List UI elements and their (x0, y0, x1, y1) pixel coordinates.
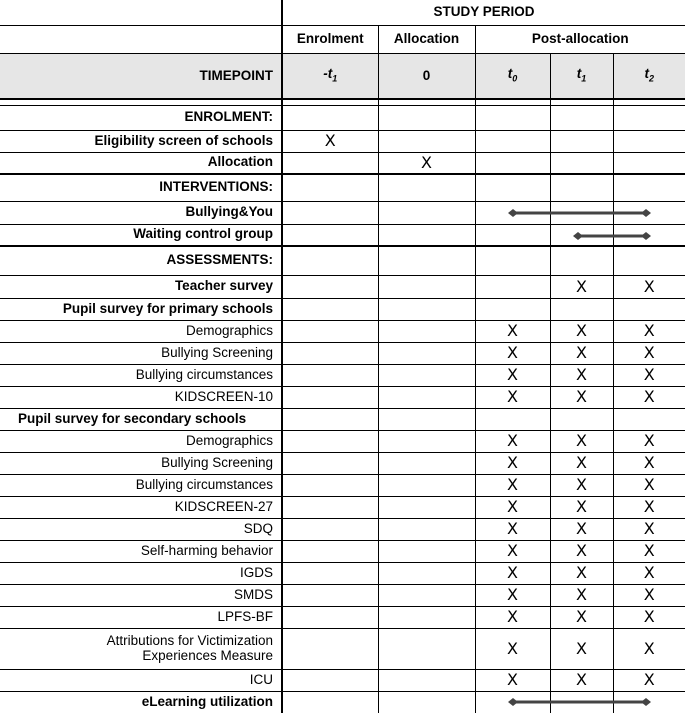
row-bullying-you (0, 201, 685, 224)
post-allocation-header: Post-allocation (475, 26, 685, 54)
mark-x: X (507, 365, 518, 385)
mark-x: X (643, 541, 655, 561)
row-s-attributions (0, 628, 685, 669)
enrolment-header: Enrolment (282, 26, 378, 54)
row-p-circumstances (0, 364, 685, 386)
row-s-igds (0, 562, 685, 584)
row-s-icu (0, 669, 685, 691)
header-blank (0, 26, 282, 54)
mark-x: X (643, 276, 655, 296)
mark-x: X (643, 453, 655, 473)
mark-x: X (643, 321, 655, 341)
allocation-header: Allocation (378, 26, 475, 54)
mark-x: X (576, 431, 587, 451)
s-demographics-label: Demographics (0, 430, 282, 452)
mark-x: X (507, 497, 518, 517)
row-p-demographics (0, 320, 685, 342)
mark-x: X (643, 638, 655, 658)
mark-x: X (643, 607, 655, 627)
interventions-heading: INTERVENTIONS: (0, 174, 282, 201)
mark-x: X (643, 519, 655, 539)
s-lpfs-label: LPFS-BF (0, 606, 282, 628)
mark-x: X (576, 541, 587, 561)
s-kidscreen-label: KIDSCREEN-27 (0, 496, 282, 518)
row-allocation (0, 152, 685, 174)
schedule-table (0, 0, 685, 106)
mark-x: X (576, 343, 587, 363)
mark-x: X (643, 563, 655, 583)
allocation-label: Allocation (0, 152, 282, 174)
row-interventions-heading (0, 174, 685, 201)
timepoint-label: TIMEPOINT (0, 54, 282, 100)
timepoint-t2: $t_2$ (613, 54, 685, 100)
mark-x: X (324, 131, 336, 151)
s-circumstances-label: Bullying circumstances (0, 474, 282, 496)
s-icu-label: ICU (0, 669, 282, 691)
mark-x: X (576, 497, 587, 517)
row-pupil-secondary (0, 408, 685, 430)
row-s-kidscreen (0, 496, 685, 518)
study-period-header: STUDY PERIOD (282, 0, 685, 26)
header-row-timepoints (0, 54, 685, 100)
row-s-screening (0, 452, 685, 474)
timepoint-t1: $t_1$ (550, 54, 613, 100)
mark-x: X (507, 475, 518, 495)
mark-x: X (507, 431, 518, 451)
timepoint-allocation: 0 (378, 54, 475, 100)
mark-x: X (507, 519, 518, 539)
header-separator (0, 99, 685, 106)
row-s-demographics (0, 430, 685, 452)
row-assessments-heading (0, 246, 685, 275)
mark-x: X (643, 475, 655, 495)
mark-x: X (643, 343, 655, 363)
row-pupil-primary (0, 298, 685, 320)
mark-x: X (507, 638, 518, 658)
p-circumstances-label: Bullying circumstances (0, 364, 282, 386)
mark-x: X (507, 453, 518, 473)
mark-x: X (576, 453, 587, 473)
mark-x: X (576, 638, 587, 658)
s-sdq-label: SDQ (0, 518, 282, 540)
row-s-circumstances (0, 474, 685, 496)
mark-x: X (576, 585, 587, 605)
s-igds-label: IGDS (0, 562, 282, 584)
mark-x: X (507, 670, 518, 690)
mark-x: X (421, 152, 432, 172)
mark-x: X (576, 387, 587, 407)
mark-x: X (576, 475, 587, 495)
row-s-sdq (0, 518, 685, 540)
header-row-study-period (0, 0, 685, 26)
bullying-you-label: Bullying&You (0, 201, 282, 224)
mark-x: X (576, 276, 587, 296)
mark-x: X (507, 607, 518, 627)
elearning-label: eLearning utilization (0, 691, 282, 713)
mark-x: X (507, 585, 518, 605)
row-s-smds (0, 584, 685, 606)
row-p-screening (0, 342, 685, 364)
mark-x: X (507, 541, 518, 561)
mark-x: X (643, 497, 655, 517)
s-attributions-label: Attributions for Victimization Experiences Measure (0, 628, 282, 669)
mark-x: X (643, 431, 655, 451)
pupil-secondary-label: Pupil survey for secondary schools (0, 408, 282, 430)
row-s-selfharm (0, 540, 685, 562)
p-kidscreen-label: KIDSCREEN-10 (0, 386, 282, 408)
assessments-heading: ASSESSMENTS: (0, 246, 282, 275)
p-screening-label: Bullying Screening (0, 342, 282, 364)
s-smds-label: SMDS (0, 584, 282, 606)
row-eligibility (0, 130, 685, 152)
enrolment-heading: ENROLMENT: (0, 106, 282, 130)
s-screening-label: Bullying Screening (0, 452, 282, 474)
timepoint-t0: $t_0$ (475, 54, 550, 100)
mark-x: X (643, 670, 655, 690)
row-p-kidscreen (0, 386, 685, 408)
schedule-body (0, 106, 685, 713)
mark-x: X (576, 607, 587, 627)
header-blank (0, 0, 282, 26)
eligibility-label: Eligibility screen of schools (0, 130, 282, 152)
teacher-survey-label: Teacher survey (0, 275, 282, 298)
header-row-phases (0, 26, 685, 54)
mark-x: X (507, 387, 518, 407)
row-elearning (0, 691, 685, 713)
mark-x: X (643, 365, 655, 385)
waiting-control-label: Waiting control group (0, 224, 282, 246)
mark-x: X (576, 519, 587, 539)
s-selfharm-label: Self-harming behavior (0, 540, 282, 562)
mark-x: X (576, 321, 587, 341)
mark-x: X (507, 343, 518, 363)
p-demographics-label: Demographics (0, 320, 282, 342)
mark-x: X (576, 670, 587, 690)
mark-x: X (643, 585, 655, 605)
mark-x: X (643, 387, 655, 407)
row-s-lpfs (0, 606, 685, 628)
mark-x: X (576, 365, 587, 385)
pupil-primary-label: Pupil survey for primary schools (0, 298, 282, 320)
row-waiting-control (0, 224, 685, 246)
timepoint-enrolment: $-t_1$ (282, 54, 378, 100)
mark-x: X (507, 563, 518, 583)
mark-x: X (507, 321, 518, 341)
mark-x: X (576, 563, 587, 583)
row-teacher-survey (0, 275, 685, 298)
row-enrolment-heading (0, 106, 685, 130)
